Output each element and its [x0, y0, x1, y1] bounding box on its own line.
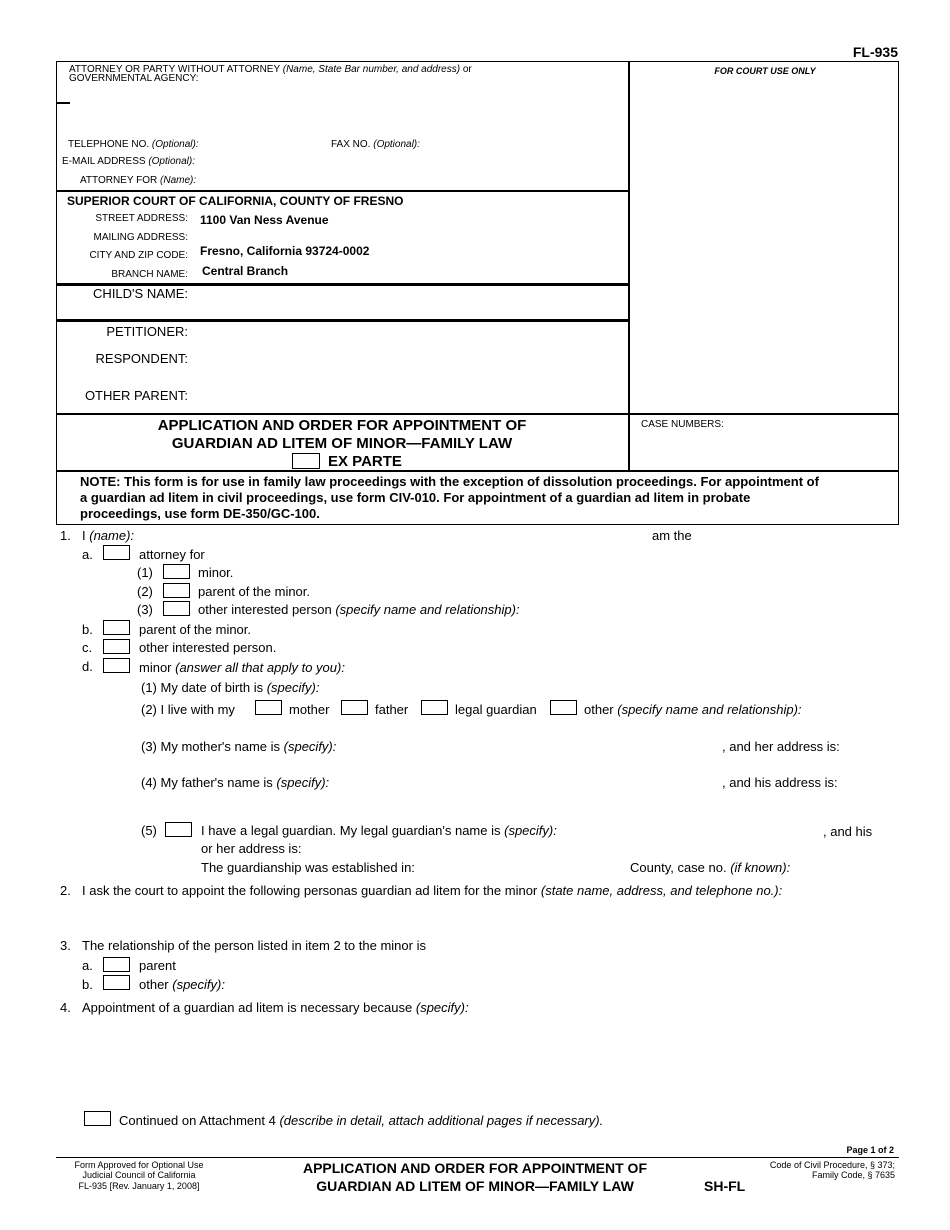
fax-label: FAX NO. (Optional):	[331, 139, 420, 150]
continued-attachment-label: Continued on Attachment 4 (describe in detail, attach additional pages if necessary).	[119, 1113, 604, 1128]
email-input[interactable]	[192, 153, 617, 168]
telephone-label: TELEPHONE NO. (Optional):	[68, 139, 199, 150]
live-with-guardian-label: legal guardian	[455, 702, 537, 717]
item1-am-the: am the	[652, 528, 692, 543]
child-name-label: CHILD'S NAME:	[93, 286, 188, 301]
note-line2: a guardian ad litem in civil proceedings, use form CIV-010. For appointment of a guardian ad litem in probate	[80, 490, 751, 505]
item1d2-label: (2) I live with my	[141, 702, 235, 717]
attorney-for-label: ATTORNEY FOR (Name):	[80, 175, 197, 186]
telephone-input[interactable]	[192, 136, 327, 151]
item1a3-label: other interested person (specify name and relationship):	[198, 602, 520, 617]
footer-approved-2: Judicial Council of California	[82, 1170, 196, 1180]
item1-name-input[interactable]	[175, 526, 640, 543]
item1a-letter: a.	[82, 547, 93, 562]
item1d5-county: County, case no. (if known):	[630, 860, 791, 875]
father-name-input[interactable]	[354, 773, 717, 790]
item1b-checkbox[interactable]	[103, 620, 130, 635]
item1d5-number: (5)	[141, 823, 157, 838]
item1a-checkbox[interactable]	[103, 545, 130, 560]
attorney-label: ATTORNEY OR PARTY WITHOUT ATTORNEY (Name, State Bar number, and address) or	[69, 64, 472, 75]
item1c-label: other interested person.	[139, 640, 277, 655]
item1d5-end: , and his	[823, 824, 873, 839]
branch-label: BRANCH NAME:	[111, 269, 188, 280]
street-value: 1100 Van Ness Avenue	[200, 213, 329, 227]
guardianship-county-input[interactable]	[435, 858, 625, 875]
item1d4-label: (4) My father's name is (specify):	[141, 775, 330, 790]
ex-parte-label: EX PARTE	[328, 453, 402, 470]
child-name-input[interactable]	[195, 287, 620, 315]
form-number: FL-935	[852, 44, 898, 60]
continued-attachment-checkbox[interactable]	[84, 1111, 111, 1126]
footer-rule	[56, 1157, 899, 1158]
item3b-letter: b.	[82, 977, 93, 992]
footer-approved-1: Form Approved for Optional Use	[74, 1160, 204, 1170]
note-line1: NOTE: This form is for use in family law proceedings with the exception of dissolution proceedings. For appointment of	[80, 474, 819, 489]
guardian-name-input[interactable]	[590, 821, 815, 838]
item2-input[interactable]	[82, 902, 882, 934]
petitioner-input[interactable]	[195, 322, 620, 340]
item1c-letter: c.	[82, 640, 93, 655]
item3a-letter: a.	[82, 958, 93, 973]
item1b-label: parent of the minor.	[139, 622, 252, 637]
item1a1-number: (1)	[137, 565, 153, 580]
respondent-label: RESPONDENT:	[95, 351, 188, 366]
live-with-mother-label: mother	[289, 702, 330, 717]
item1a3-number: (3)	[137, 602, 153, 617]
petitioner-label: PETITIONER:	[106, 324, 188, 339]
city-label: CITY AND ZIP CODE:	[89, 250, 188, 261]
form-title-line1: APPLICATION AND ORDER FOR APPOINTMENT OF	[157, 417, 527, 434]
live-with-father-checkbox[interactable]	[341, 700, 368, 715]
attorney-field-mark	[56, 102, 70, 104]
attorney-input[interactable]	[72, 86, 612, 134]
case-numbers-label: CASE NUMBERS:	[641, 419, 724, 430]
item1d-checkbox[interactable]	[103, 658, 130, 673]
legal-guardian-checkbox[interactable]	[165, 822, 192, 837]
ex-parte-checkbox[interactable]	[292, 453, 320, 469]
item1a3-checkbox[interactable]	[163, 601, 190, 616]
respondent-input[interactable]	[195, 349, 620, 367]
item1d5-line3: The guardianship was established in:	[201, 860, 415, 875]
item1-name-label: I (name):	[82, 528, 135, 543]
live-with-other-checkbox[interactable]	[550, 700, 577, 715]
live-with-other-label: other (specify name and relationship):	[584, 702, 802, 717]
item1b-letter: b.	[82, 622, 93, 637]
item1d3-label: (3) My mother's name is (specify):	[141, 739, 337, 754]
item1d5-line2: or her address is:	[201, 841, 302, 856]
item3-label: The relationship of the person listed in item 2 to the minor is	[82, 938, 426, 953]
branch-value: Central Branch	[202, 264, 289, 278]
case-numbers-input[interactable]	[640, 432, 890, 466]
item3a-checkbox[interactable]	[103, 957, 130, 972]
item3b-label: other (specify):	[139, 977, 225, 992]
live-with-father-label: father	[375, 702, 409, 717]
item1a-label: attorney for	[139, 547, 205, 562]
live-with-mother-checkbox[interactable]	[255, 700, 282, 715]
footer-title-2: GUARDIAN AD LITEM OF MINOR—FAMILY LAW	[316, 1178, 634, 1194]
governmental-agency-label: GOVERNMENTAL AGENCY:	[69, 73, 199, 84]
divider	[56, 190, 629, 192]
mother-name-input[interactable]	[362, 737, 717, 754]
item3b-input[interactable]	[238, 975, 878, 992]
item3-number: 3.	[60, 938, 71, 953]
date-of-birth-input[interactable]	[342, 678, 642, 695]
item1a3-input[interactable]	[548, 600, 888, 617]
footer-approved-3: FL-935 [Rev. January 1, 2008]	[78, 1181, 200, 1191]
item1d3-end: , and her address is:	[722, 739, 840, 754]
footer-title-1: APPLICATION AND ORDER FOR APPOINTMENT OF	[302, 1160, 648, 1176]
email-label: E-MAIL ADDRESS (Optional):	[62, 156, 196, 167]
item2-label: I ask the court to appoint the following personas guardian ad litem for the minor (state name, address, and telephone no.):	[82, 883, 783, 898]
fax-input[interactable]	[420, 136, 620, 151]
footer-cite-1: Code of Civil Procedure, § 373;	[769, 1160, 895, 1170]
item1d-letter: d.	[82, 659, 93, 674]
caption-divider	[628, 61, 630, 472]
item3b-checkbox[interactable]	[103, 975, 130, 990]
attorney-for-input[interactable]	[192, 172, 617, 187]
city-value: Fresno, California 93724-0002	[200, 244, 370, 258]
item4-input[interactable]	[82, 1020, 882, 1100]
divider	[56, 470, 899, 472]
item1c-checkbox[interactable]	[103, 639, 130, 654]
note-line3: proceedings, use form DE-350/GC-100.	[80, 506, 320, 521]
footer-code: SH-FL	[704, 1178, 746, 1194]
item1a2-label: parent of the minor.	[198, 584, 311, 599]
item1a1-checkbox[interactable]	[163, 564, 190, 579]
form-title-line2: GUARDIAN AD LITEM OF MINOR—FAMILY LAW	[171, 435, 513, 452]
footer-cite-2: Family Code, § 7635	[811, 1170, 895, 1180]
live-with-guardian-checkbox[interactable]	[421, 700, 448, 715]
other-parent-label: OTHER PARENT:	[84, 388, 188, 403]
item1a2-number: (2)	[137, 584, 153, 599]
page-number: Page 1 of 2	[846, 1145, 894, 1155]
mailing-label: MAILING ADDRESS:	[93, 232, 188, 243]
item1d4-end: , and his address is:	[722, 775, 838, 790]
item1a1-label: minor.	[198, 565, 234, 580]
item1d1-label: (1) My date of birth is (specify):	[141, 680, 320, 695]
court-use-label: FOR COURT USE ONLY	[714, 66, 816, 76]
street-label: STREET ADDRESS:	[95, 213, 188, 224]
item1-number: 1.	[60, 528, 71, 543]
item1d-label: minor (answer all that apply to you):	[139, 660, 345, 675]
item1d5-label: I have a legal guardian. My legal guardian's name is (specify):	[201, 823, 557, 838]
other-parent-input[interactable]	[195, 386, 620, 404]
item4-label: Appointment of a guardian ad litem is necessary because (specify):	[82, 1000, 469, 1015]
court-title: SUPERIOR COURT OF CALIFORNIA, COUNTY OF FRESNO	[67, 194, 404, 208]
item1a2-checkbox[interactable]	[163, 583, 190, 598]
item3a-label: parent	[139, 958, 176, 973]
item4-number: 4.	[60, 1000, 71, 1015]
divider	[56, 413, 899, 415]
item2-number: 2.	[60, 883, 71, 898]
